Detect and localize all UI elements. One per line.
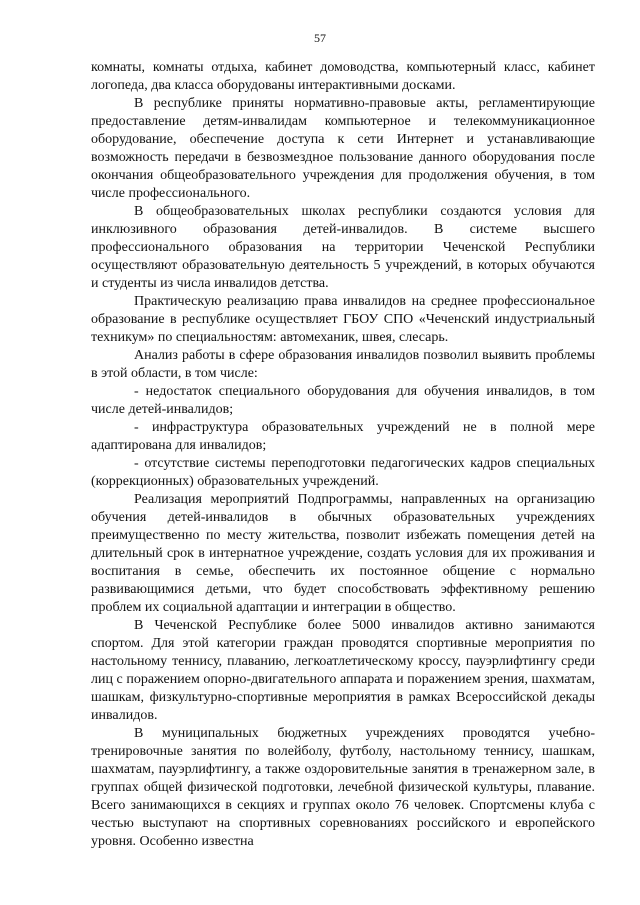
paragraph-continuation: комнаты, комнаты отдыха, кабинет домоводства, компьютерный класс, кабинет логопеда, два класса оборудованы интерактивными досками. [91,60,595,93]
list-item-infrastructure: - инфраструктура образовательных учреждений не в полной мере адаптирована для инвалидов; [91,420,595,453]
paragraph-vocational-education: Практическую реализацию права инвалидов на среднее профессиональное образование в республике осуществляет ГБОУ СПО «Чеченский индустриальный техникум» по специальностям: автомеханик, швея, слесарь. [91,294,595,345]
paragraph-inclusive-education: В общеобразовательных школах республики создаются условия для инклюзивного образования детей-инвалидов. В системе высшего профессионального образования на территории Чеченской Республики осуществляют образовательную деятельность 5 учреждений, в которых обучаются и студенты из числа инвалидов детства. [91,204,595,291]
list-item-equipment: - недостаток специального оборудования для обучения инвалидов, в том числе детей-инвалидов; [91,384,595,417]
paragraph-subprogram: Реализация мероприятий Подпрограммы, направленных на организацию обучения детей-инвалидов в обычных образовательных учреждениях преимущественно по месту жительства, позволит избежать помещения детей на длительный срок в интернатное учреждение, создать условия для их проживания и воспитания в семье, обеспечить их постоянное общение с нормально развивающимися детьми, что будет способствовать эффективному решению проблем их социальной адаптации и интеграции в общество. [91,492,595,615]
paragraph-analysis: Анализ работы в сфере образования инвалидов позволил выявить проблемы в этой области, в том числе: [91,348,595,381]
paragraph-sports: В Чеченской Республике более 5000 инвалидов активно занимаются спортом. Для этой категории граждан проводятся спортивные мероприятия по настольному теннису, плаванию, легкоатлетическому кроссу, пауэрлифтингу среди лиц с поражением опорно-двигательного аппарата и поражением зрения, шахматам, шашкам, физкультурно-спортивные мероприятия в рамках Всероссийской декады инвалидов. [91,618,595,723]
page-body [91,59,595,851]
paragraph-municipal-institutions: В муниципальных бюджетных учреждениях проводятся учебно-тренировочные занятия по волейболу, футболу, настольному теннису, шашкам, шахматам, пауэрлифтингу, а также оздоровительные занятия в тренажерном зале, в группах общей физической подготовки, лечебной физической культуры, плавание. Всего занимающихся в секциях и группах около 76 человек. Спортсмены клуба с честью выступают на спортивных соревнованиях российского и европейского уровня. Особенно известна [91,726,595,849]
paragraph-legal-acts: В республике приняты нормативно-правовые акты, регламентирующие предоставление детям-инвалидам компьютерное и телекоммуникационное оборудование, обеспечение доступа к сети Интернет и устанавливающие возможность передачи в безвозмездное пользование данного оборудования после окончания общеобразовательного учреждения для продолжения обучения, в том числе профессионального. [91,96,595,201]
list-item-retraining: - отсутствие системы переподготовки педагогических кадров специальных (коррекционных) образовательных учреждений. [91,456,595,489]
page-number: 57 [314,31,326,45]
